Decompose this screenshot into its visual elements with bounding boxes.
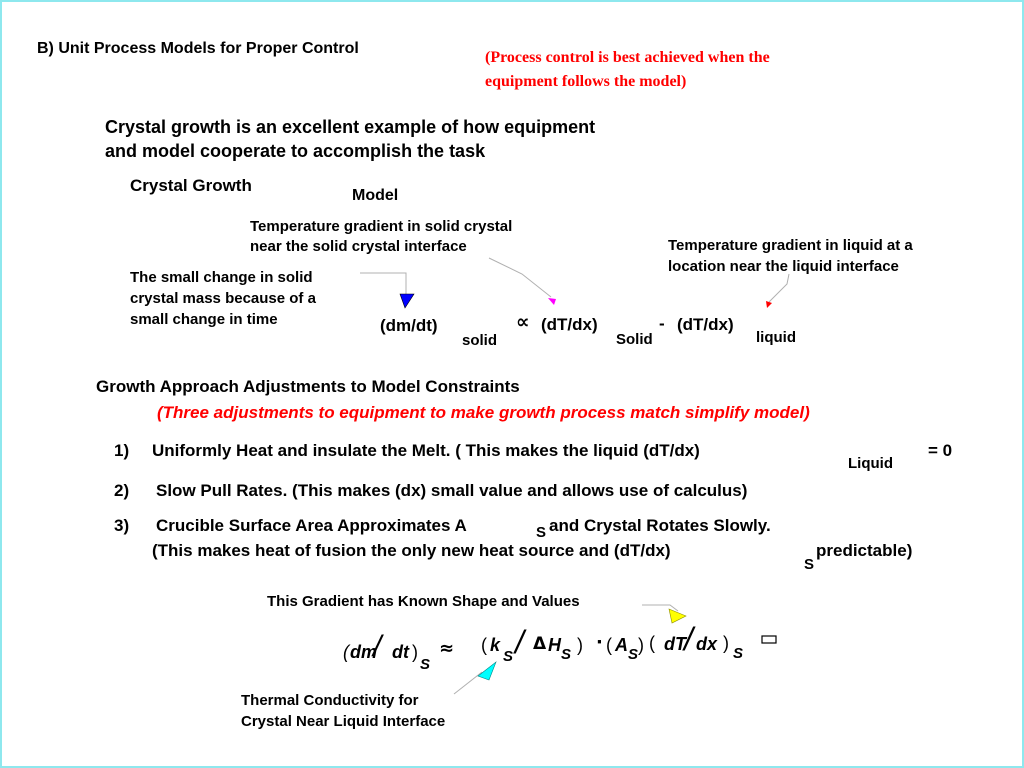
- eq2-dt: dt: [392, 642, 409, 662]
- eq1-dT-dx-liquid: (dT/dx): [677, 315, 734, 334]
- item3-tail: and Crystal Rotates Slowly.: [549, 516, 771, 535]
- gradient-note-leader: [642, 605, 678, 611]
- liquid-gradient-note-line1: Temperature gradient in liquid at a: [668, 237, 913, 254]
- mass-change-leader: [360, 273, 406, 294]
- item3-line2-tail: predictable): [816, 541, 913, 560]
- intro-line1: Crystal growth is an excellent example of how equipment: [105, 117, 596, 137]
- blue-arrowhead: [400, 294, 414, 308]
- item3-line2-subscript: S: [804, 556, 815, 573]
- eq1-subscript-liquid: liquid: [756, 329, 796, 346]
- eq2-subscript-s5: S: [733, 645, 744, 662]
- item1-number: 1): [114, 441, 130, 460]
- eq2-subscript-s2: S: [503, 648, 514, 665]
- eq2-subscript-s1: S: [420, 656, 431, 673]
- liquid-gradient-leader: [769, 274, 789, 302]
- eq2-subscript-s3: S: [561, 646, 572, 663]
- eq2-rparen3: ): [638, 635, 644, 655]
- eq1-minus: -: [659, 314, 665, 333]
- eq2-slash3: /: [684, 621, 693, 657]
- eq2-slash1: /: [373, 630, 382, 663]
- mass-change-note-line3: small change in time: [130, 311, 278, 328]
- eq2-approx-symbol: ≈: [439, 638, 455, 659]
- eq2-rparen2: ): [577, 635, 583, 655]
- eq2-subscript-s4: S: [628, 646, 639, 663]
- eq2-k: k: [490, 635, 501, 655]
- gradient-note: This Gradient has Known Shape and Values: [267, 593, 580, 610]
- conductivity-leader: [454, 672, 482, 694]
- item1-subscript: Liquid: [848, 455, 893, 472]
- mass-change-note-line2: crystal mass because of a: [130, 290, 316, 307]
- item1-text: Uniformly Heat and insulate the Melt. ( This makes the liquid (dT/dx): [152, 441, 700, 460]
- eq2-rparen4: ): [723, 633, 729, 653]
- intro-line2: and model cooperate to accomplish the task: [105, 141, 486, 161]
- eq2-lparen1: (: [343, 642, 349, 662]
- mass-change-note-line1: The small change in solid: [130, 269, 313, 286]
- model-label: Model: [352, 187, 399, 204]
- item3-text: Crucible Surface Area Approximates A: [156, 516, 467, 535]
- eq2-A: A: [615, 635, 628, 655]
- eq2-lparen2: (: [481, 635, 487, 655]
- approach-heading: Growth Approach Adjustments to Model Constraints: [96, 377, 520, 396]
- solid-gradient-note-line1: Temperature gradient in solid crystal: [250, 218, 513, 235]
- eq2-dx: dx: [696, 634, 718, 654]
- eq1-dT-dx-solid: (dT/dx): [541, 315, 598, 334]
- item2-number: 2): [114, 481, 130, 500]
- approach-subheading: (Three adjustments to equipment to make growth process match simplify model): [157, 403, 810, 422]
- section-note-line2: equipment follows the model): [485, 73, 687, 90]
- conductivity-note-line2: Crystal Near Liquid Interface: [241, 713, 446, 730]
- section-title: B) Unit Process Models for Proper Control: [37, 40, 359, 57]
- eq2-dm: dm: [350, 642, 377, 662]
- eq1-dm-dt: (dm/dt): [380, 316, 438, 335]
- solid-gradient-leader: [489, 258, 551, 297]
- conductivity-note-line1: Thermal Conductivity for: [241, 692, 419, 709]
- eq2-dT: dT: [664, 634, 686, 654]
- item3-number: 3): [114, 516, 130, 535]
- eq2-rparen1: ): [412, 642, 418, 662]
- eq2-lparen3: (: [606, 635, 612, 655]
- eq1-subscript-Solid: Solid: [616, 331, 653, 348]
- eq2-H: H: [548, 635, 561, 655]
- item1-tail: = 0: [928, 441, 953, 460]
- red-arrowhead: [766, 301, 772, 308]
- eq1-proportional-symbol: ∝: [516, 311, 530, 333]
- eq2-end-glyph: [762, 636, 776, 643]
- item3-line2: (This makes heat of fusion the only new heat source and (dT/dx): [152, 541, 671, 560]
- callout-arrows: [2, 2, 1022, 766]
- eq2-times: ⋅: [596, 632, 603, 653]
- eq1-subscript-solid: solid: [462, 332, 498, 349]
- solid-gradient-note-line2: near the solid crystal interface: [250, 238, 467, 255]
- item2-text: Slow Pull Rates. (This makes (dx) small value and allows use of calculus): [156, 481, 748, 500]
- eq2-delta: Δ: [533, 634, 547, 654]
- item3-subscript: S: [536, 524, 547, 541]
- magenta-arrowhead: [548, 298, 556, 305]
- section-note-line1: (Process control is best achieved when the: [485, 49, 770, 66]
- crystal-growth-label: Crystal Growth: [130, 176, 252, 195]
- cyan-arrowhead: [478, 662, 496, 680]
- liquid-gradient-note-line2: location near the liquid interface: [668, 258, 899, 275]
- eq2-lparen4: (: [649, 633, 655, 653]
- eq2-slash2: /: [515, 624, 524, 660]
